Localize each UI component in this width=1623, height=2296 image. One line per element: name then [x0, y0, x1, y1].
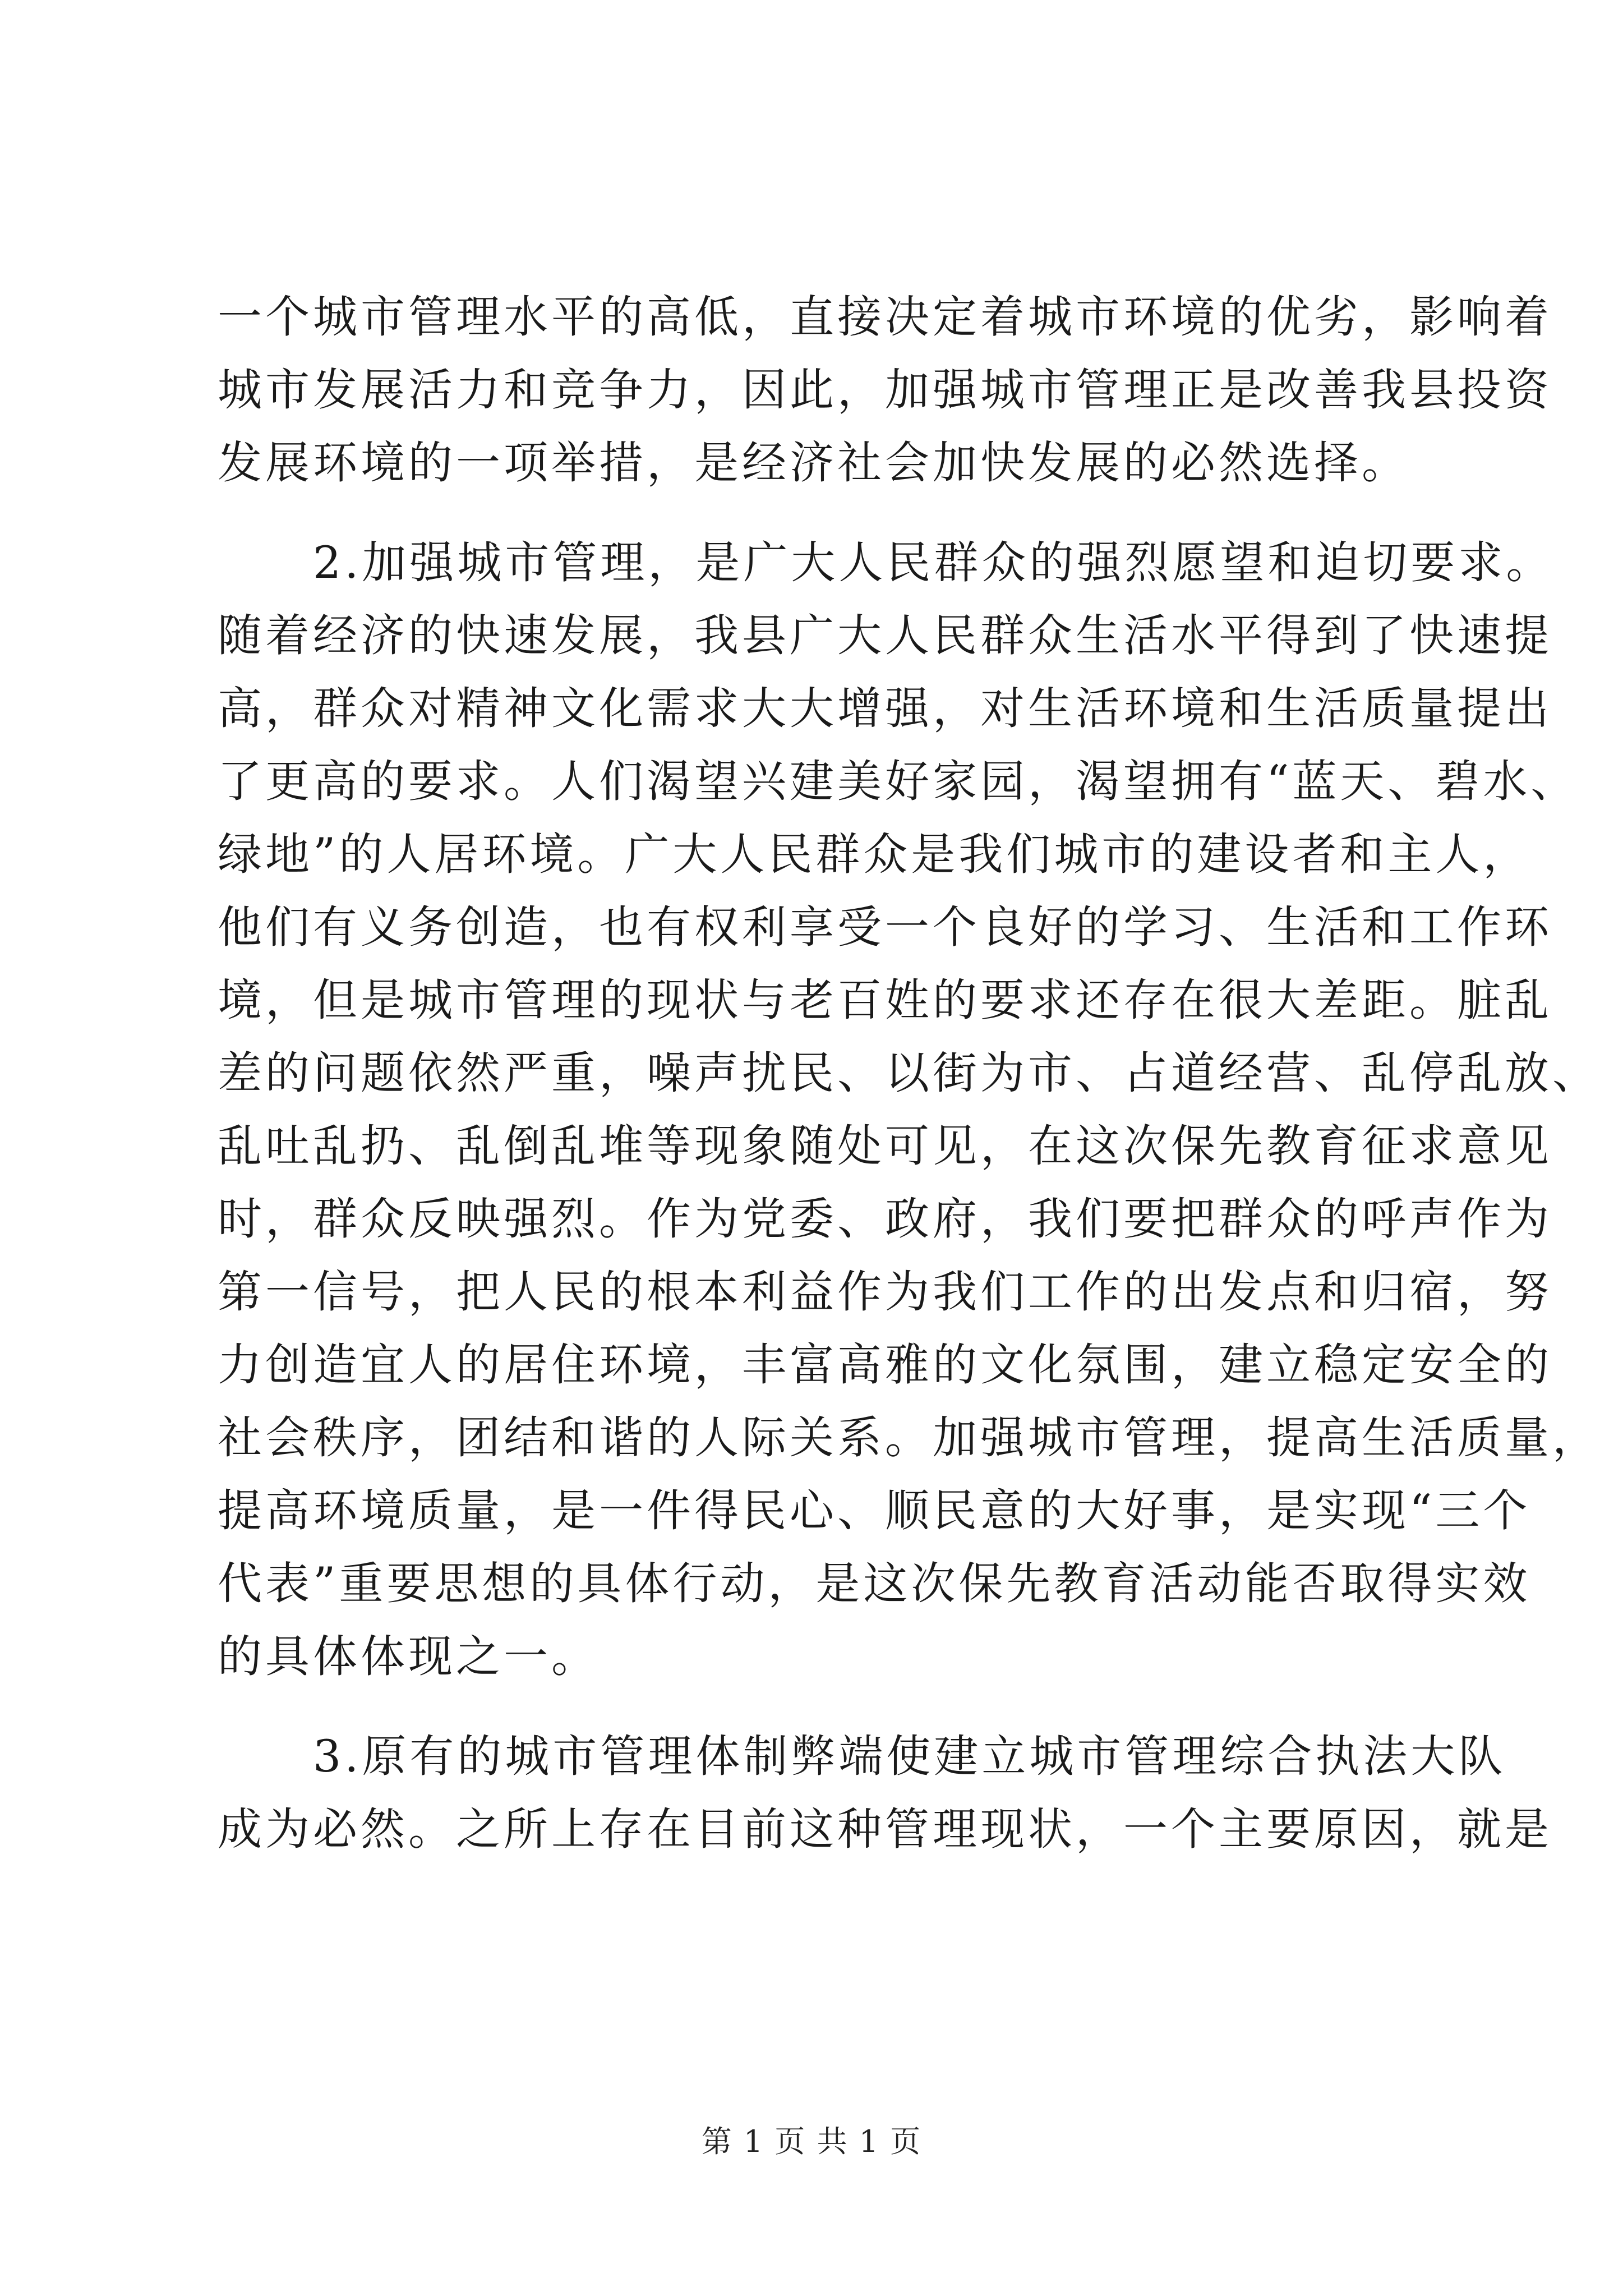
- text-line: 随着经济的快速发展，我县广大人民群众生活水平得到了快速提: [218, 610, 1552, 661]
- text-line: 成为必然。之所上存在目前这种管理现状，一个主要原因，就是: [218, 1803, 1552, 1855]
- text-line: 发展环境的一项举措，是经济社会加快发展的必然选择。: [218, 437, 1409, 489]
- text-line: 的具体体现之一。: [218, 1631, 599, 1682]
- paragraph-2: [218, 526, 1600, 1693]
- paragraph-3: [218, 1720, 1552, 1866]
- text-line: 社会秩序，团结和谐的人际关系。加强城市管理，提高生活质量，: [218, 1412, 1600, 1464]
- text-line: 2.加强城市管理，是广大人民群众的强烈愿望和迫切要求。: [313, 537, 1554, 588]
- text-line: 力创造宜人的居住环境，丰富高雅的文化氛围，建立稳定安全的: [218, 1339, 1552, 1391]
- text-line: 乱吐乱扔、乱倒乱堆等现象随处可见，在这次保先教育征求意见: [218, 1120, 1552, 1172]
- text-line: 了更高的要求。人们渴望兴建美好家园，渴望拥有“蓝天、碧水、: [218, 756, 1579, 807]
- text-line: 提高环境质量，是一件得民心、顺民意的大好事，是实现“三个: [218, 1485, 1531, 1536]
- text-line: 他们有义务创造，也有权利享受一个良好的学习、生活和工作环: [218, 901, 1552, 953]
- text-line: 时，群众反映强烈。作为党委、政府，我们要把群众的呼声作为: [218, 1193, 1552, 1245]
- paragraph-1: [218, 280, 1552, 499]
- text-line: 绿地”的人居环境。广大人民群众是我们城市的建设者和主人，: [218, 829, 1531, 880]
- text-line: 代表”重要思想的具体行动，是这次保先教育活动能否取得实效: [218, 1558, 1531, 1609]
- text-line: 境，但是城市管理的现状与老百姓的要求还存在很大差距。脏乱: [218, 974, 1552, 1026]
- text-line: 差的问题依然严重，噪声扰民、以街为市、占道经营、乱停乱放、: [218, 1047, 1600, 1099]
- document-body: [218, 280, 1600, 1866]
- text-line: 高，群众对精神文化需求大大增强，对生活环境和生活质量提出: [218, 683, 1552, 734]
- text-line: 一个城市管理水平的高低，直接决定着城市环境的优劣，影响着: [218, 291, 1552, 343]
- text-line: 3.原有的城市管理体制弊端使建立城市管理综合执法大队: [313, 1731, 1506, 1782]
- text-line: 城市发展活力和竞争力，因此，加强城市管理正是改善我县投资: [218, 364, 1552, 416]
- page-number-footer: 第 1 页 共 1 页: [701, 2124, 922, 2159]
- text-line: 第一信号，把人民的根本利益作为我们工作的出发点和归宿，努: [218, 1266, 1552, 1318]
